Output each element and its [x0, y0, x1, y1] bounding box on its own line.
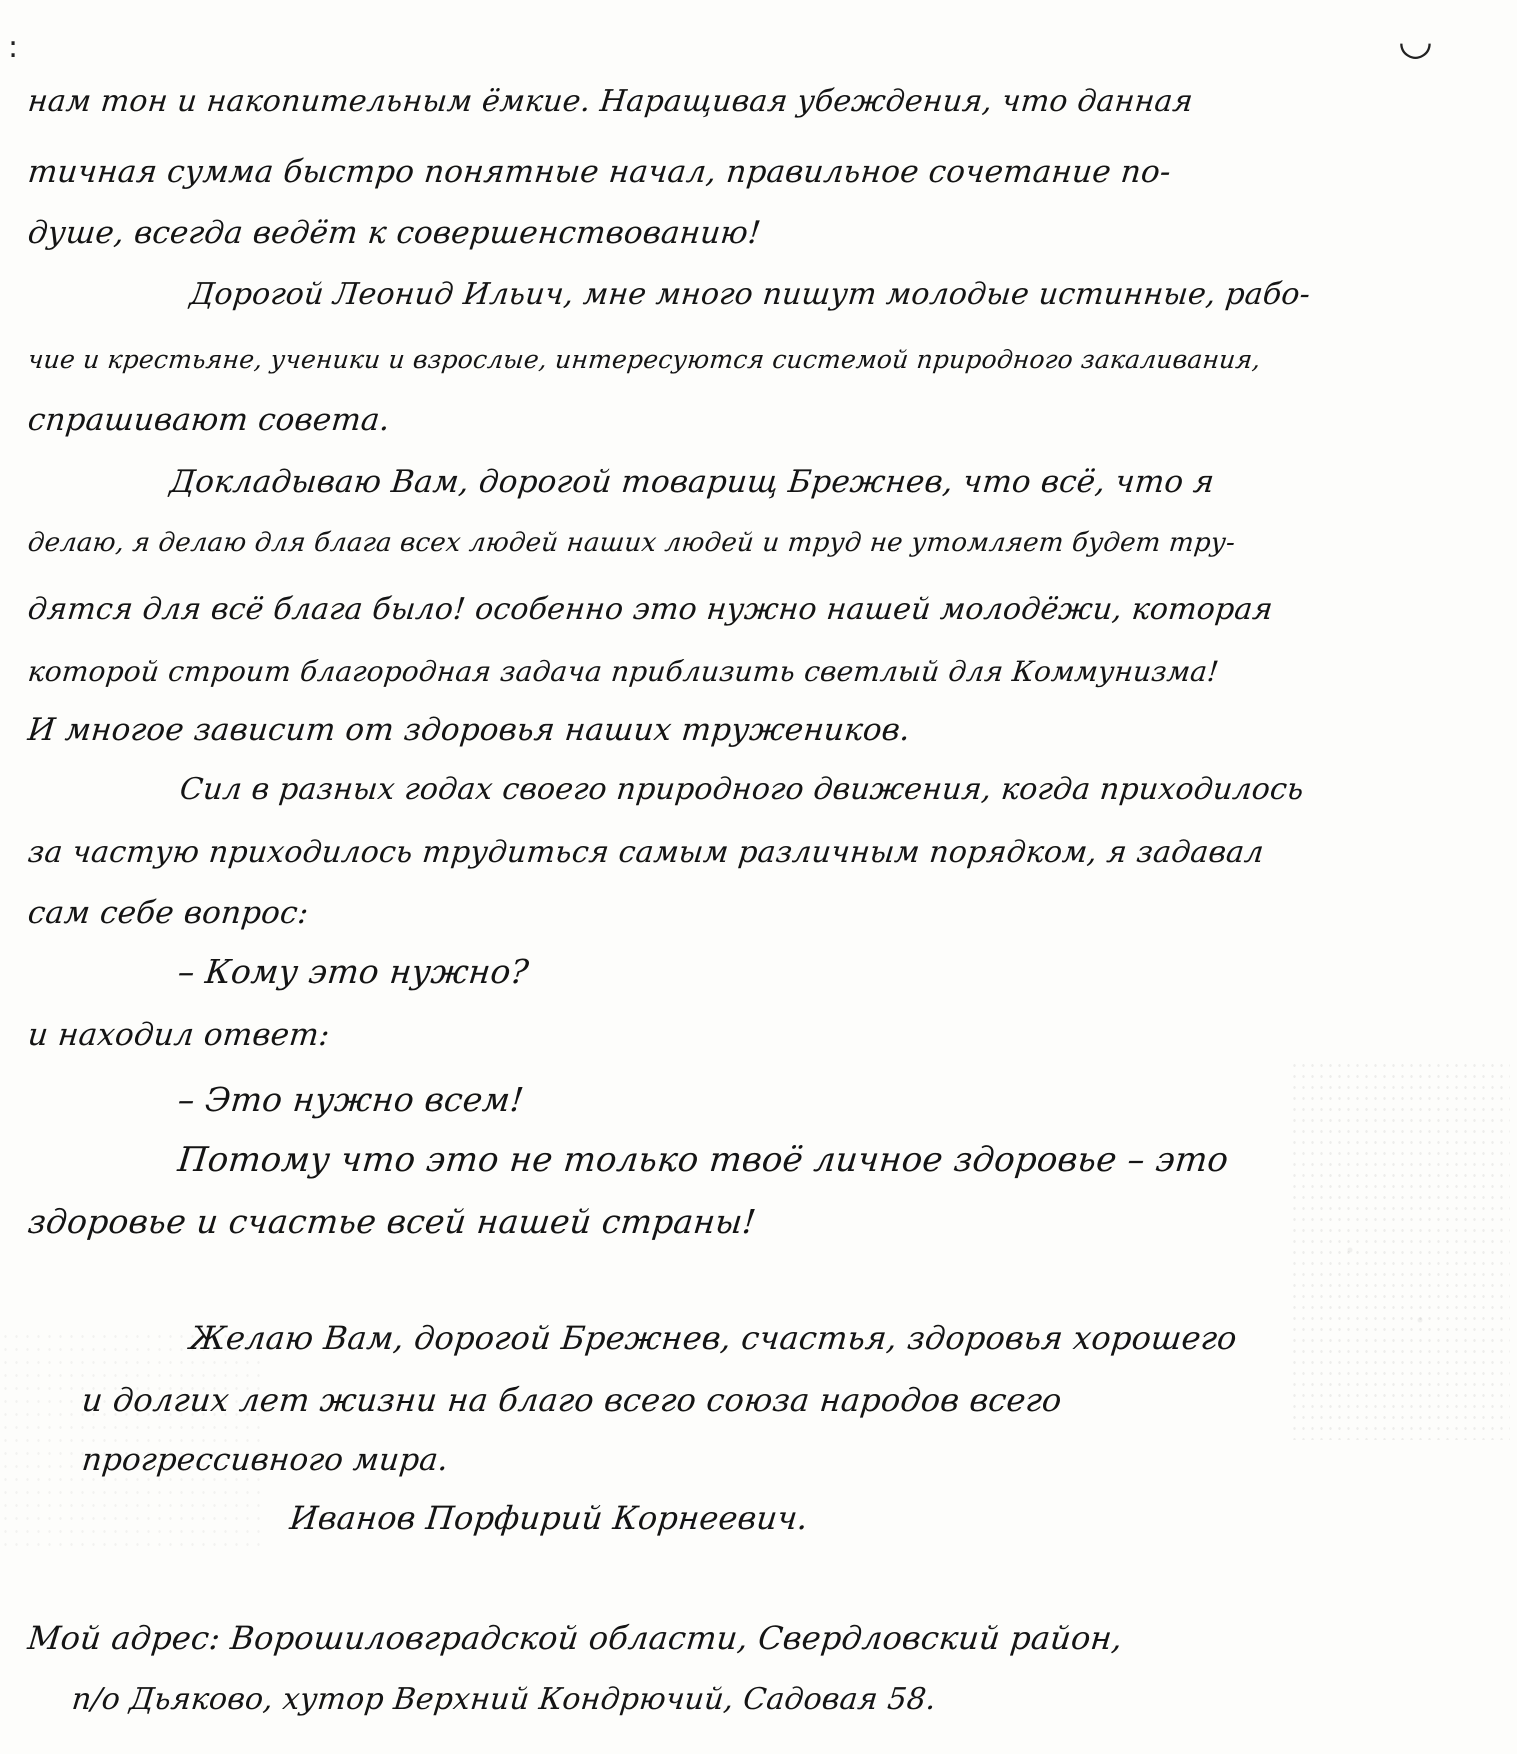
letter-line: – Это нужно всем!	[176, 1080, 526, 1119]
letter-line: Докладываю Вам, дорогой товарищ Брежнев, что всё, что я	[168, 464, 1217, 500]
letter-line: сам себе вопрос:	[26, 895, 311, 931]
letter-line: здоровье и счастье всей нашей страны!	[26, 1202, 759, 1241]
letter-line: душе, всегда ведёт к совершенствованию!	[26, 215, 763, 251]
letter-line: Желаю Вам, дорогой Брежнев, счастья, здоровья хорошего	[188, 1319, 1239, 1357]
page-corner-mark: ◡	[1398, 18, 1433, 64]
address-line: п/о Дьяково, хутор Верхний Кондрючий, Садовая 58.	[70, 1682, 938, 1717]
letter-line: и долгих лет жизни на благо всего союза народов всего	[80, 1381, 1064, 1419]
letter-line: И многое зависит от здоровья наших тружеников.	[26, 712, 913, 748]
letter-line: за частую приходилось трудиться самым различным порядком, я задавал	[26, 835, 1266, 870]
letter-line: дятся для всё блага было! особенно это нужно нашей молодёжи, которая	[26, 592, 1275, 627]
letter-line: Потому что это не только твоё личное здоровье – это	[175, 1140, 1231, 1180]
scan-noise	[1290, 1060, 1510, 1440]
letter-line: чие и крестьяне, ученики и взрослые, интересуются системой природного закаливания,	[26, 345, 1263, 374]
signature-line: Иванов Порфирий Корнеевич.	[288, 1499, 810, 1537]
letter-line: которой строит благородная задача приблизить светлый для Коммунизма!	[26, 655, 1221, 688]
letter-line: делаю, я делаю для блага всех людей наших людей и труд не утомляет будет тру-	[26, 528, 1237, 558]
letter-line: Дорогой Леонид Ильич, мне много пишут молодые истинные, рабо-	[188, 277, 1312, 312]
margin-mark: :	[8, 30, 19, 65]
letter-line: тичная сумма быстро понятные начал, правильное сочетание по-	[26, 154, 1173, 190]
letter-line: нам тон и накопительным ёмкие. Наращивая убеждения, что данная	[26, 84, 1195, 119]
letter-line: – Кому это нужно?	[176, 952, 531, 991]
letter-line: Сил в разных годах своего природного движения, когда приходилось	[178, 772, 1306, 807]
letter-line: прогрессивного мира.	[80, 1442, 451, 1478]
letter-line: спрашивают совета.	[26, 402, 392, 438]
letter-line: и находил ответ:	[26, 1017, 332, 1053]
address-line: Мой адрес: Ворошиловградской области, Свердловский район,	[26, 1619, 1125, 1657]
